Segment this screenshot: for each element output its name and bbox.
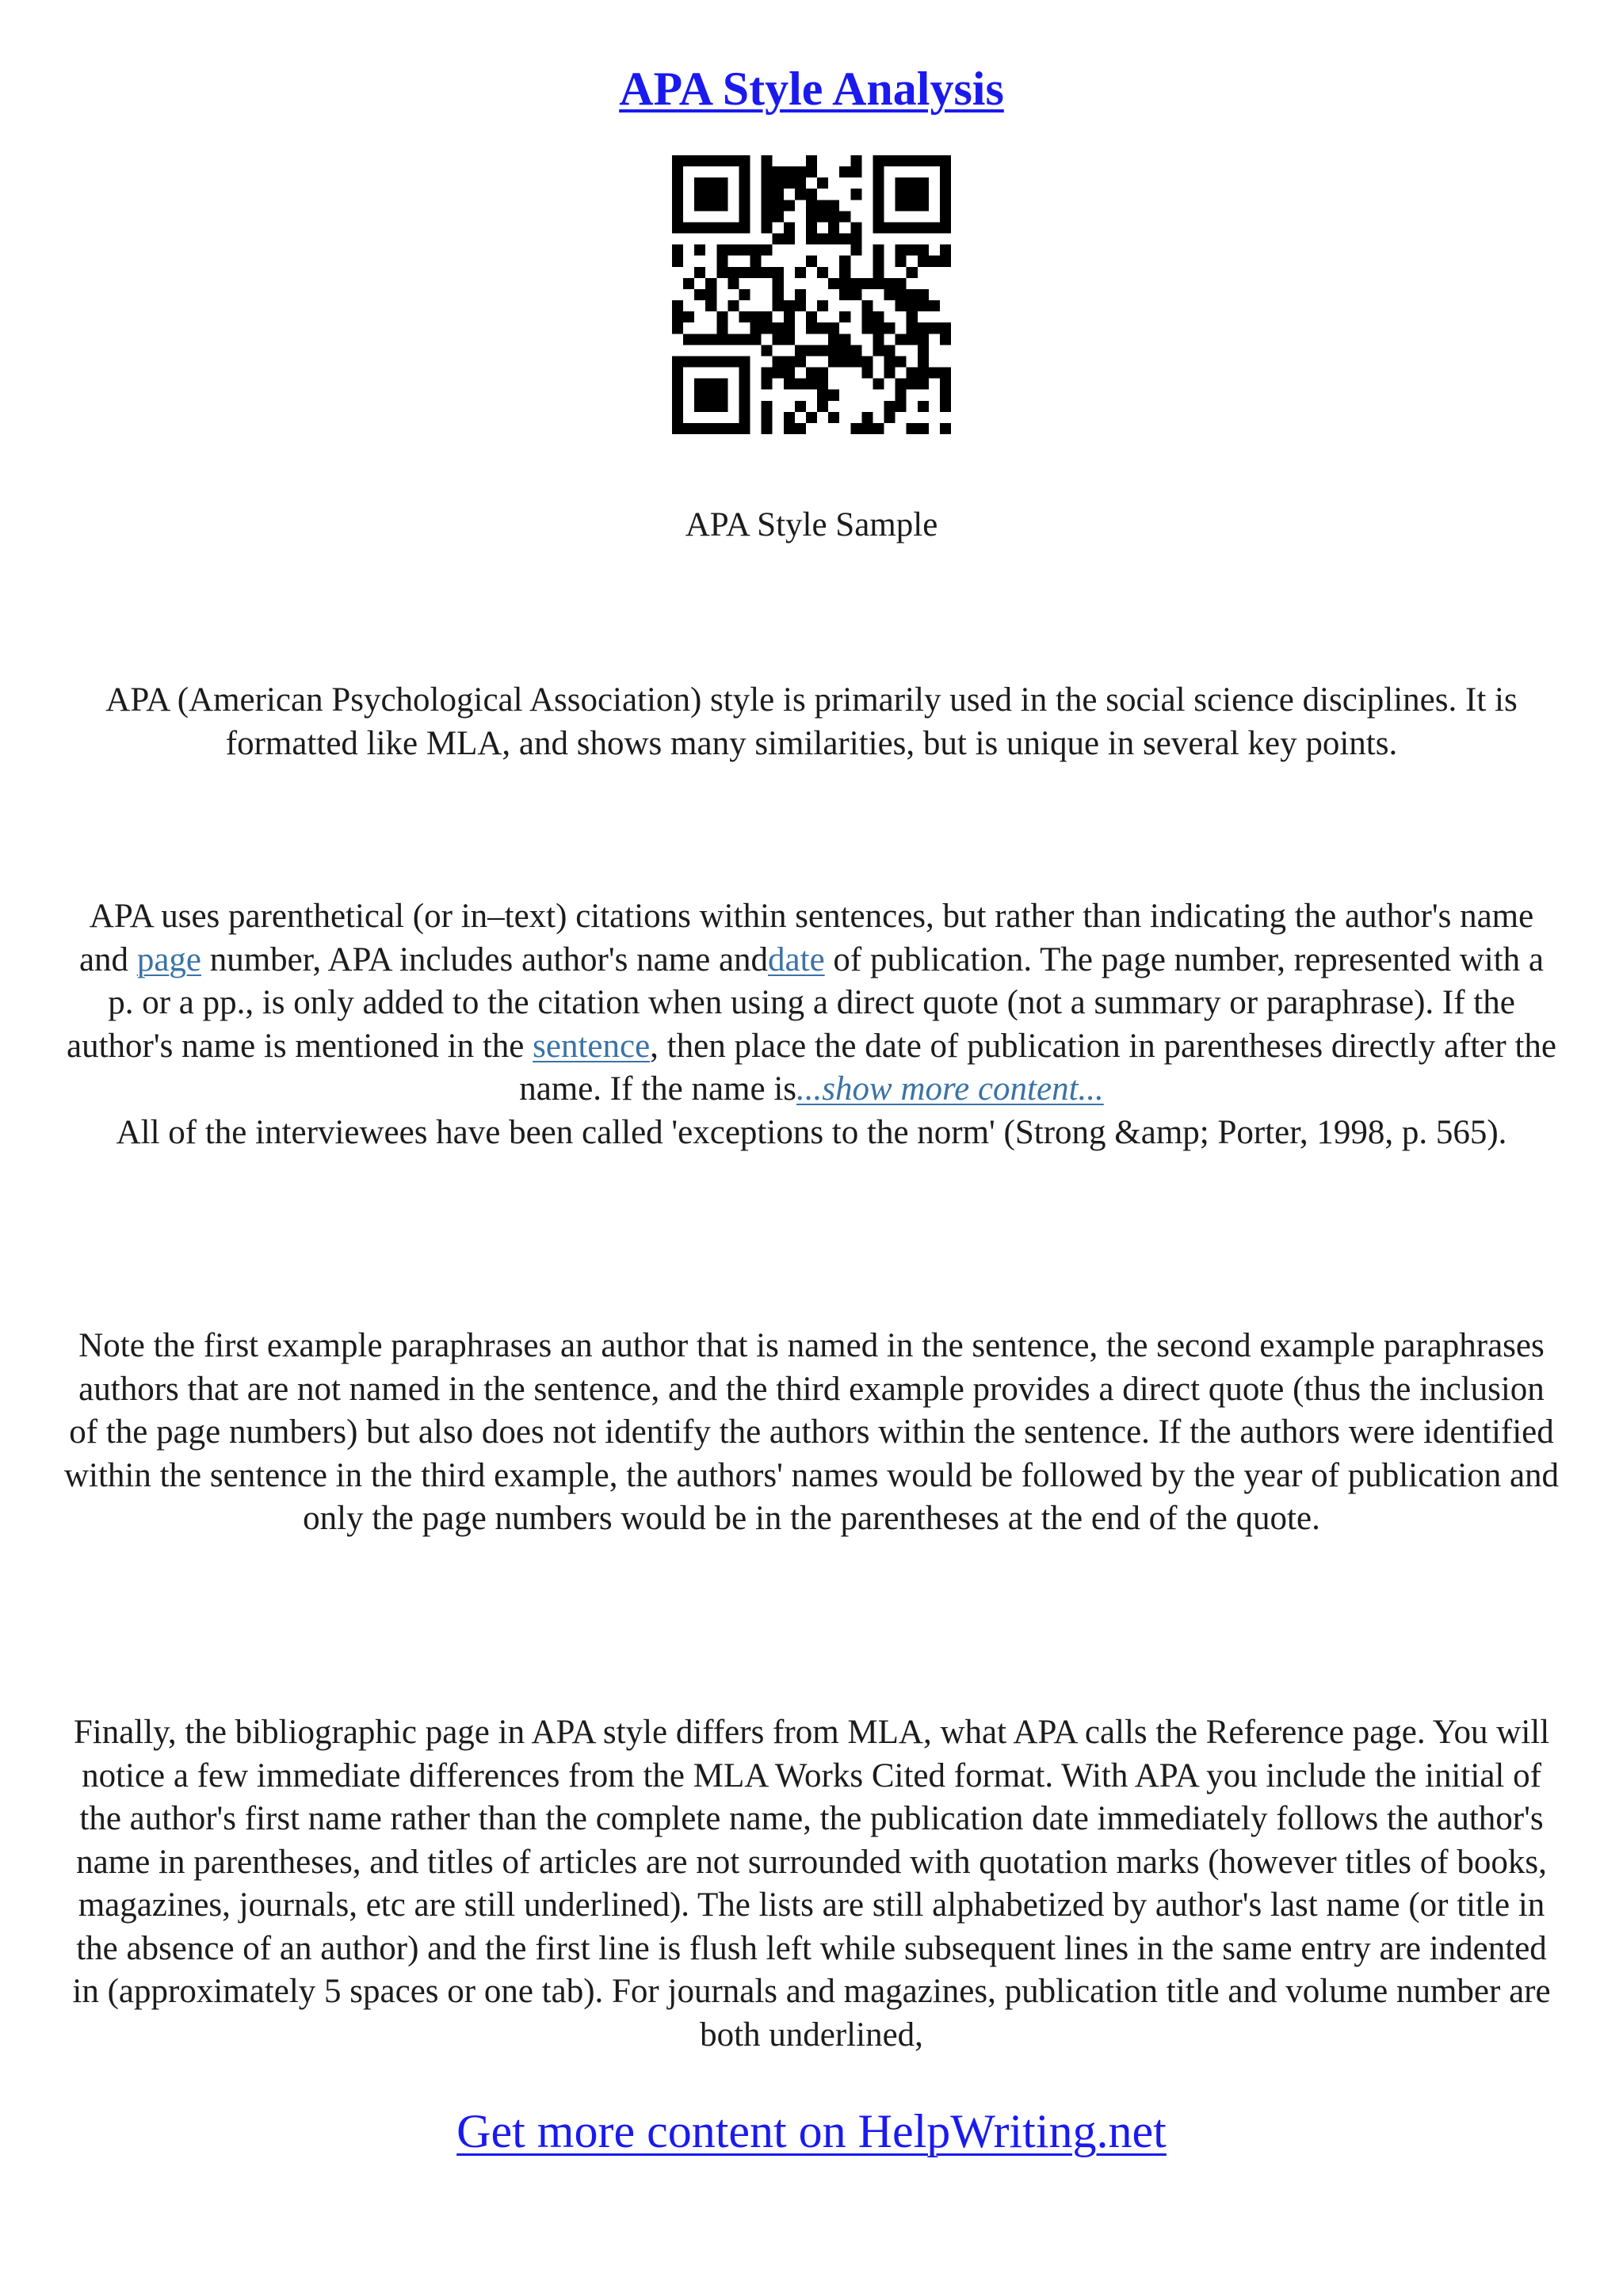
date-link[interactable]: date bbox=[768, 940, 825, 978]
footer bbox=[0, 2100, 1623, 2163]
get-more-content-link[interactable]: Get more content on HelpWriting.net bbox=[456, 2105, 1167, 2157]
sentence-link[interactable]: sentence bbox=[533, 1027, 651, 1065]
title-link[interactable]: APA Style Analysis bbox=[619, 63, 1004, 115]
show-more-link[interactable]: ...show more content... bbox=[796, 1070, 1104, 1108]
page-link[interactable]: page bbox=[136, 940, 201, 978]
citations-text-2: number, APA includes author's name and bbox=[200, 940, 769, 978]
subtitle: APA Style Sample bbox=[685, 506, 938, 543]
references-paragraph: Finally, the bibliographic page in APA style differs from MLA, what APA calls the Reference page. You will notice a few immediate differences from the MLA Works Cited format. With APA you include the initial of the author's first name rather than the complete name, the publication date immediately follows the author's name in parentheses, and titles of articles are not surrounded with quotation marks (however titles of books, magazines, journals, etc are still underlined). The lists are still alphabetized by author's last name (or title in the absence of an author) and the first line is flush left while subsequent lines in the same entry are indented in (approximately 5 spaces or one tab). For journals and magazines, publication title and volume number are both underlined, bbox=[72, 1714, 1551, 2054]
qr-code-graphic bbox=[672, 155, 951, 434]
qr-code bbox=[672, 155, 951, 434]
page-title bbox=[0, 57, 1623, 120]
citations-text-4: , then place the date of publication in parentheses directly after the name. If the name is bbox=[519, 1027, 1556, 1108]
citations-text-3: of publication. The page number, represented with a p. or a pp., is only added to the citation when using a direct quote (not a summary or paraphrase). If the author's name is mentioned in the bbox=[67, 940, 1545, 1065]
citations-example-quote: All of the interviewees have been called 'exceptions to the norm' (Strong &amp; Porter, 1998, p. 565). bbox=[116, 1113, 1507, 1151]
citations-text-1: APA uses parenthetical (or in–text) citations within sentences, but rather than indicating the author's name and bbox=[78, 898, 1534, 978]
note-paragraph: Note the first example paraphrases an author that is named in the sentence, the second example paraphrases authors that are not named in the sentence, and the third example provides a direct quote (thus the inclusion of the page numbers) but also does not identify the authors within the sentence. If the authors were identified within the sentence in the third example, the authors' names would be followed by the year of publication and only the page numbers would be in the parentheses at the end of the quote. bbox=[63, 1327, 1560, 1537]
intro-paragraph: APA (American Psychological Association) style is primarily used in the social science disciplines. It is formatted like MLA, and shows many similarities, but is unique in several key points. bbox=[105, 681, 1518, 762]
citations-paragraph bbox=[63, 895, 1560, 1154]
